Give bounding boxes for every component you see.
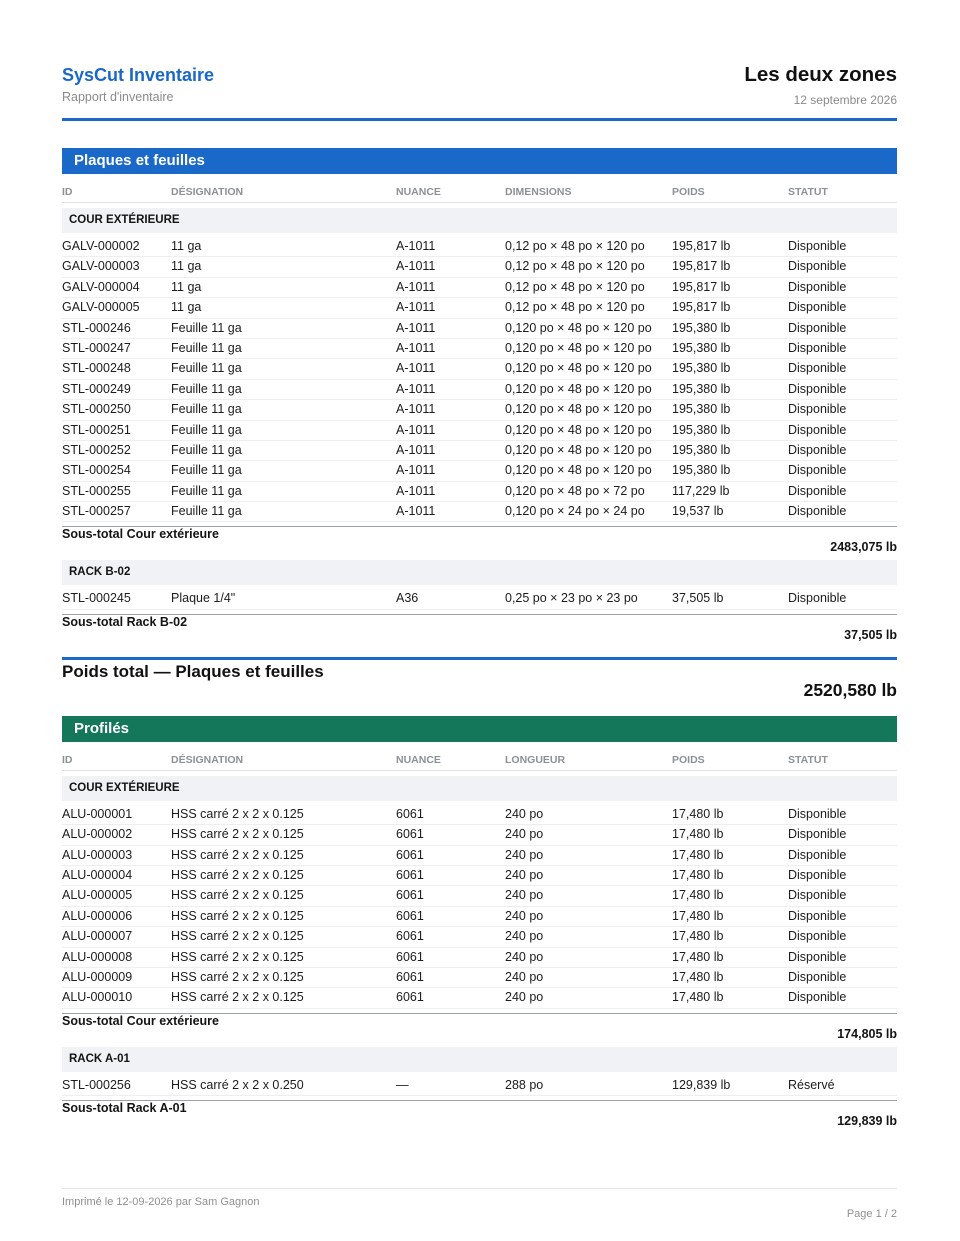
cell-longueur: 240 po — [505, 908, 544, 923]
cell-id: ALU-000008 — [62, 949, 133, 964]
cell-nuance: A-1011 — [396, 483, 436, 498]
subtotal-label: Sous-total Rack B-02 — [62, 614, 188, 629]
column-header-designation: DÉSIGNATION — [171, 753, 244, 766]
cell-poids: 17,480 lb — [672, 929, 724, 944]
cell-designation: HSS carré 2 x 2 x 0.125 — [171, 847, 304, 862]
cell-designation: HSS carré 2 x 2 x 0.125 — [171, 990, 304, 1005]
group-rows — [62, 237, 897, 522]
column-header-id: ID — [62, 753, 73, 766]
cell-poids: 195,380 lb — [672, 463, 731, 478]
table-row — [62, 421, 897, 441]
subtotal-value: 2483,075 lb — [830, 540, 897, 555]
column-header-row — [62, 174, 897, 203]
table-row — [62, 907, 897, 927]
table-row — [62, 441, 897, 461]
cell-dimensions: 0,12 po × 48 po × 120 po — [505, 279, 645, 294]
cell-designation: HSS carré 2 x 2 x 0.125 — [171, 969, 304, 984]
page-footer — [62, 1188, 897, 1221]
cell-dimensions: 0,25 po × 23 po × 23 po — [505, 591, 638, 606]
cell-poids: 195,380 lb — [672, 381, 731, 396]
cell-id: STL-000246 — [62, 320, 131, 335]
cell-poids: 17,480 lb — [672, 969, 724, 984]
cell-dimensions: 0,120 po × 48 po × 120 po — [505, 442, 652, 457]
cell-statut: Disponible — [788, 422, 847, 437]
column-header-row — [62, 742, 897, 771]
column-header-id: ID — [62, 186, 73, 198]
cell-nuance: A36 — [396, 591, 419, 606]
cell-id: GALV-000002 — [62, 239, 140, 253]
cell-nuance: A-1011 — [396, 381, 436, 396]
cell-designation: Feuille 11 ga — [171, 381, 242, 396]
subtotal-label: Sous-total Cour extérieure — [62, 527, 219, 542]
table-row — [62, 825, 897, 845]
cell-designation: Feuille 11 ga — [171, 504, 242, 519]
subtotal-value: 129,839 lb — [837, 1114, 897, 1129]
cell-id: STL-000247 — [62, 340, 131, 355]
table-row — [62, 319, 897, 339]
cell-poids: 195,380 lb — [672, 340, 731, 355]
cell-statut: Disponible — [788, 806, 847, 821]
cell-dimensions: 0,120 po × 48 po × 120 po — [505, 402, 652, 417]
table-row — [62, 589, 897, 609]
cell-dimensions: 0,120 po × 48 po × 72 po — [505, 483, 645, 498]
cell-poids: 129,839 lb — [672, 1077, 731, 1092]
cell-statut: Disponible — [788, 300, 847, 315]
cell-nuance: 6061 — [396, 888, 424, 903]
cell-designation: Feuille 11 ga — [171, 361, 242, 376]
cell-id: STL-000248 — [62, 361, 131, 376]
column-header-dimensions: DIMENSIONS — [505, 186, 572, 198]
table-row — [62, 988, 897, 1008]
cell-statut: Disponible — [788, 504, 847, 519]
report-date: 12 septembre 2026 — [793, 93, 897, 107]
table-row — [62, 461, 897, 481]
group-subtotal — [62, 1013, 897, 1041]
cell-nuance: A-1011 — [396, 320, 436, 335]
location-group — [62, 1047, 897, 1128]
cell-id: STL-000251 — [62, 422, 131, 437]
cell-poids: 195,380 lb — [672, 422, 731, 437]
cell-statut: Disponible — [788, 929, 847, 944]
table-row — [62, 502, 897, 522]
table-row — [62, 298, 897, 318]
group-header: COUR EXTÉRIEURE — [62, 208, 897, 233]
location-group — [62, 208, 897, 554]
cell-dimensions: 0,120 po × 48 po × 120 po — [505, 422, 652, 437]
cell-nuance: 6061 — [396, 908, 424, 923]
cell-designation: HSS carré 2 x 2 x 0.125 — [171, 827, 304, 842]
cell-poids: 195,817 lb — [672, 239, 731, 253]
subtotal-value: 174,805 lb — [837, 1026, 897, 1041]
cell-nuance: A-1011 — [396, 422, 436, 437]
column-header-longueur: LONGUEUR — [505, 753, 566, 766]
cell-designation: HSS carré 2 x 2 x 0.125 — [171, 868, 304, 883]
cell-statut: Disponible — [788, 990, 847, 1005]
cell-id: STL-000250 — [62, 402, 131, 417]
table-row — [62, 400, 897, 420]
cell-id: GALV-000003 — [62, 259, 140, 274]
cell-designation: 11 ga — [171, 239, 202, 253]
cell-longueur: 240 po — [505, 990, 544, 1005]
table-row — [62, 257, 897, 277]
page-number: Page 1 / 2 — [846, 1208, 897, 1220]
table-row — [62, 927, 897, 947]
cell-poids: 117,229 lb — [672, 483, 730, 498]
cell-dimensions: 0,120 po × 48 po × 120 po — [505, 340, 652, 355]
app-title: SysCut Inventaire — [62, 65, 215, 85]
group-subtotal — [62, 1100, 897, 1128]
cell-statut: Disponible — [788, 279, 847, 294]
cell-id: ALU-000005 — [62, 888, 133, 903]
cell-poids: 17,480 lb — [672, 847, 724, 862]
cell-id: ALU-000010 — [62, 990, 133, 1005]
table-row — [62, 846, 897, 866]
cell-statut: Disponible — [788, 442, 847, 457]
cell-nuance: A-1011 — [396, 259, 436, 274]
cell-poids: 17,480 lb — [672, 806, 724, 821]
cell-statut: Disponible — [788, 483, 847, 498]
header-left — [62, 62, 214, 118]
inventory-section — [62, 716, 897, 1128]
cell-id: STL-000252 — [62, 442, 131, 457]
cell-statut: Disponible — [788, 847, 847, 862]
cell-nuance: A-1011 — [396, 402, 436, 417]
table-row — [62, 1076, 897, 1096]
table-row — [62, 886, 897, 906]
report-subtitle: Rapport d'inventaire — [62, 90, 174, 104]
cell-longueur: 288 po — [505, 1077, 544, 1092]
total-value: 2520,580 lb — [803, 679, 897, 700]
cell-poids: 195,817 lb — [672, 259, 731, 274]
cell-statut: Disponible — [788, 381, 847, 396]
cell-poids: 19,537 lb — [672, 504, 724, 519]
cell-dimensions: 0,120 po × 48 po × 120 po — [505, 320, 652, 335]
cell-nuance: 6061 — [396, 827, 424, 842]
cell-designation: HSS carré 2 x 2 x 0.125 — [171, 888, 304, 903]
cell-designation: HSS carré 2 x 2 x 0.125 — [171, 949, 304, 964]
group-subtotal — [62, 526, 897, 554]
cell-longueur: 240 po — [505, 806, 544, 821]
cell-nuance: A-1011 — [396, 361, 436, 376]
cell-designation: Plaque 1/4" — [171, 591, 236, 606]
cell-poids: 195,817 lb — [672, 300, 731, 315]
cell-statut: Disponible — [788, 949, 847, 964]
cell-id: ALU-000006 — [62, 908, 133, 923]
cell-dimensions: 0,120 po × 24 po × 24 po — [505, 504, 645, 519]
cell-poids: 195,380 lb — [672, 402, 731, 417]
cell-designation: Feuille 11 ga — [171, 320, 242, 335]
cell-designation: Feuille 11 ga — [171, 442, 242, 457]
cell-nuance: A-1011 — [396, 504, 436, 519]
table-row — [62, 482, 897, 502]
cell-id: STL-000255 — [62, 483, 131, 498]
cell-id: ALU-000007 — [62, 929, 133, 944]
cell-designation: Feuille 11 ga — [171, 340, 242, 355]
cell-poids: 17,480 lb — [672, 949, 724, 964]
cell-designation: 11 ga — [171, 279, 202, 294]
cell-nuance: A-1011 — [396, 279, 436, 294]
cell-id: STL-000256 — [62, 1077, 131, 1092]
group-rows — [62, 1076, 897, 1096]
cell-designation: Feuille 11 ga — [171, 483, 242, 498]
group-rows — [62, 805, 897, 1009]
table-row — [62, 359, 897, 379]
column-header-statut: STATUT — [788, 753, 828, 766]
cell-dimensions: 0,12 po × 48 po × 120 po — [505, 259, 645, 274]
cell-statut: Disponible — [788, 591, 847, 606]
total-label: Poids total — Plaques et feuilles — [62, 661, 324, 681]
cell-nuance: A-1011 — [396, 300, 436, 315]
cell-nuance: 6061 — [396, 990, 424, 1005]
location-group — [62, 776, 897, 1041]
cell-id: ALU-000004 — [62, 868, 133, 883]
cell-nuance: — — [396, 1077, 409, 1092]
cell-longueur: 240 po — [505, 868, 544, 883]
cell-statut: Disponible — [788, 908, 847, 923]
table-row — [62, 339, 897, 359]
cell-nuance: A-1011 — [396, 442, 436, 457]
cell-poids: 17,480 lb — [672, 908, 724, 923]
location-group — [62, 560, 897, 641]
cell-nuance: 6061 — [396, 868, 424, 883]
cell-designation: 11 ga — [171, 259, 202, 274]
cell-statut: Disponible — [788, 868, 847, 883]
cell-statut: Disponible — [788, 827, 847, 842]
cell-nuance: 6061 — [396, 847, 424, 862]
printed-by: Imprimé le 12-09-2026 par Sam Gagnon — [62, 1196, 260, 1208]
cell-statut: Disponible — [788, 361, 847, 376]
header-right — [744, 62, 897, 118]
column-header-poids: POIDS — [672, 753, 705, 766]
cell-longueur: 240 po — [505, 949, 544, 964]
column-header-nuance: NUANCE — [396, 753, 441, 766]
table-row — [62, 866, 897, 886]
cell-longueur: 240 po — [505, 969, 544, 984]
cell-poids: 195,380 lb — [672, 361, 731, 376]
cell-nuance: A-1011 — [396, 340, 436, 355]
cell-nuance: A-1011 — [396, 463, 436, 478]
table-row — [62, 805, 897, 825]
section-title: Profilés — [62, 716, 897, 742]
column-header-poids: POIDS — [672, 186, 705, 198]
report-header — [62, 62, 897, 121]
table-row — [62, 278, 897, 298]
cell-dimensions: 0,120 po × 48 po × 120 po — [505, 381, 652, 396]
column-header-statut: STATUT — [788, 186, 828, 198]
subtotal-value: 37,505 lb — [844, 627, 897, 642]
cell-poids: 17,480 lb — [672, 868, 724, 883]
cell-statut: Disponible — [788, 402, 847, 417]
cell-poids: 17,480 lb — [672, 990, 724, 1005]
cell-designation: Feuille 11 ga — [171, 402, 242, 417]
cell-statut: Disponible — [788, 888, 847, 903]
subtotal-label: Sous-total Rack A-01 — [62, 1101, 187, 1116]
inventory-section — [62, 148, 897, 700]
cell-statut: Disponible — [788, 320, 847, 335]
cell-longueur: 240 po — [505, 847, 544, 862]
cell-dimensions: 0,12 po × 48 po × 120 po — [505, 239, 645, 253]
column-header-nuance: NUANCE — [396, 186, 441, 198]
cell-nuance: A-1011 — [396, 239, 436, 253]
cell-id: STL-000254 — [62, 463, 131, 478]
cell-id: GALV-000005 — [62, 300, 140, 315]
table-row — [62, 237, 897, 257]
column-header-designation: DÉSIGNATION — [171, 186, 244, 198]
cell-longueur: 240 po — [505, 827, 544, 842]
group-header: COUR EXTÉRIEURE — [62, 776, 897, 801]
cell-statut: Réservé — [788, 1077, 835, 1092]
table-row — [62, 968, 897, 988]
cell-statut: Disponible — [788, 969, 847, 984]
cell-statut: Disponible — [788, 463, 847, 478]
subtotal-label: Sous-total Cour extérieure — [62, 1013, 219, 1028]
cell-nuance: 6061 — [396, 929, 424, 944]
group-header: RACK B-02 — [62, 560, 897, 585]
cell-id: STL-000245 — [62, 591, 131, 606]
cell-id: STL-000257 — [62, 504, 131, 519]
cell-nuance: 6061 — [396, 949, 424, 964]
cell-id: ALU-000002 — [62, 827, 133, 842]
cell-designation: Feuille 11 ga — [171, 463, 242, 478]
cell-nuance: 6061 — [396, 806, 424, 821]
table-row — [62, 380, 897, 400]
inventory-sections — [62, 121, 897, 1128]
section-title: Plaques et feuilles — [62, 148, 897, 174]
cell-statut: Disponible — [788, 259, 847, 274]
cell-designation: HSS carré 2 x 2 x 0.125 — [171, 908, 304, 923]
cell-designation: HSS carré 2 x 2 x 0.125 — [171, 806, 304, 821]
cell-designation: HSS carré 2 x 2 x 0.125 — [171, 929, 304, 944]
group-header: RACK A-01 — [62, 1047, 897, 1072]
section-total — [62, 657, 897, 700]
cell-id: ALU-000009 — [62, 969, 133, 984]
cell-longueur: 240 po — [505, 888, 544, 903]
cell-poids: 37,505 lb — [672, 591, 724, 606]
table-row — [62, 948, 897, 968]
cell-statut: Disponible — [788, 239, 847, 253]
cell-id: ALU-000003 — [62, 847, 133, 862]
cell-designation: HSS carré 2 x 2 x 0.250 — [171, 1077, 304, 1092]
report-title: Les deux zones — [744, 63, 897, 86]
cell-dimensions: 0,12 po × 48 po × 120 po — [505, 300, 645, 315]
cell-id: ALU-000001 — [62, 806, 133, 821]
group-subtotal — [62, 614, 897, 642]
cell-poids: 195,817 lb — [672, 279, 731, 294]
cell-longueur: 240 po — [505, 929, 544, 944]
cell-statut: Disponible — [788, 340, 847, 355]
cell-dimensions: 0,120 po × 48 po × 120 po — [505, 463, 652, 478]
cell-poids: 17,480 lb — [672, 827, 724, 842]
group-rows — [62, 589, 897, 609]
cell-id: GALV-000004 — [62, 279, 140, 294]
cell-poids: 195,380 lb — [672, 320, 731, 335]
cell-poids: 17,480 lb — [672, 888, 724, 903]
cell-dimensions: 0,120 po × 48 po × 120 po — [505, 361, 652, 376]
cell-poids: 195,380 lb — [672, 442, 731, 457]
cell-designation: 11 ga — [171, 300, 202, 315]
cell-id: STL-000249 — [62, 381, 131, 396]
cell-nuance: 6061 — [396, 969, 424, 984]
cell-designation: Feuille 11 ga — [171, 422, 242, 437]
